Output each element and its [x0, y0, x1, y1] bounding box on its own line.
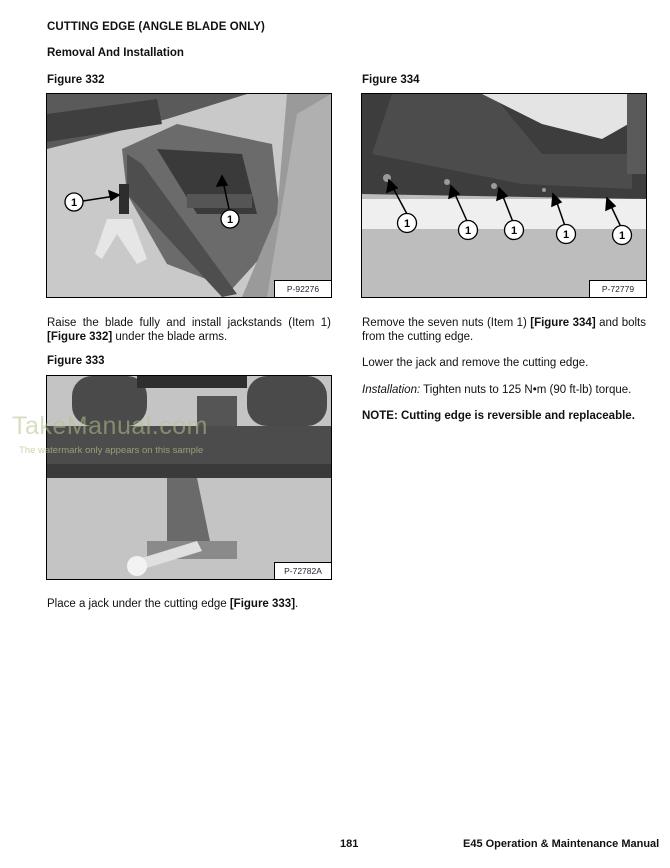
callout-label: 1	[403, 218, 411, 230]
callout-label: 1	[618, 230, 626, 242]
step-raise-blade	[47, 316, 331, 344]
step-text: under the blade arms.	[112, 331, 228, 343]
callout-label: 1	[510, 225, 518, 237]
callout-1	[65, 193, 83, 211]
installation-instruction	[362, 383, 646, 397]
photo-id: P-72779	[589, 280, 646, 297]
installation-text: Tighten nuts to 125 N•m (90 ft-lb) torque.	[420, 384, 632, 396]
step-text: and bolts from the cutting edge.	[362, 317, 646, 343]
figure-332-label: Figure 332	[47, 74, 105, 86]
page-number: 181	[340, 838, 359, 850]
figure-ref: [Figure 333]	[229, 598, 296, 610]
figure-ref: [Figure 334]	[530, 317, 596, 329]
note: NOTE: Cutting edge is reversible and replaceable.	[362, 410, 635, 422]
photo-id: P-72782A	[274, 562, 331, 579]
figure-333-photo	[46, 375, 332, 580]
section-subtitle: Removal And Installation	[47, 47, 184, 59]
callout-1	[398, 214, 417, 233]
watermark-notice: The watermark only appears on this sample	[19, 445, 204, 456]
callout-1	[459, 221, 478, 240]
step-text: Raise the blade fully and install jackstands (Item 1)	[47, 317, 331, 329]
step-remove-nuts	[362, 316, 646, 344]
installation-label: Installation:	[362, 384, 421, 396]
step-lower-jack: Lower the jack and remove the cutting edge.	[362, 357, 589, 369]
manual-title: E45 Operation & Maintenance Manual	[463, 838, 660, 850]
watermark-brand: TakeManual.com	[12, 412, 208, 440]
step-text: Remove the seven nuts (Item 1)	[362, 317, 531, 329]
figure-333-illustration	[47, 376, 331, 579]
figure-334-photo	[361, 93, 647, 298]
figure-ref: [Figure 332]	[47, 331, 113, 343]
callout-label: 1	[464, 225, 472, 237]
step-place-jack	[47, 597, 331, 611]
callout-1	[221, 210, 239, 228]
figure-332-illustration	[47, 94, 331, 297]
figure-332-photo	[46, 93, 332, 298]
callout-1	[557, 225, 576, 244]
section-title: CUTTING EDGE (ANGLE BLADE ONLY)	[47, 21, 265, 33]
photo-id: P-92276	[274, 280, 331, 297]
callout-1	[613, 226, 632, 245]
callout-label: 1	[562, 229, 570, 241]
figure-333-label: Figure 333	[47, 355, 105, 367]
figure-334-label: Figure 334	[362, 74, 420, 86]
figure-334-illustration	[362, 94, 646, 297]
step-text: .	[295, 598, 299, 610]
callout-label: 1	[226, 214, 234, 226]
step-text: Place a jack under the cutting edge	[47, 598, 230, 610]
callout-1	[505, 221, 524, 240]
callout-label: 1	[70, 197, 78, 209]
